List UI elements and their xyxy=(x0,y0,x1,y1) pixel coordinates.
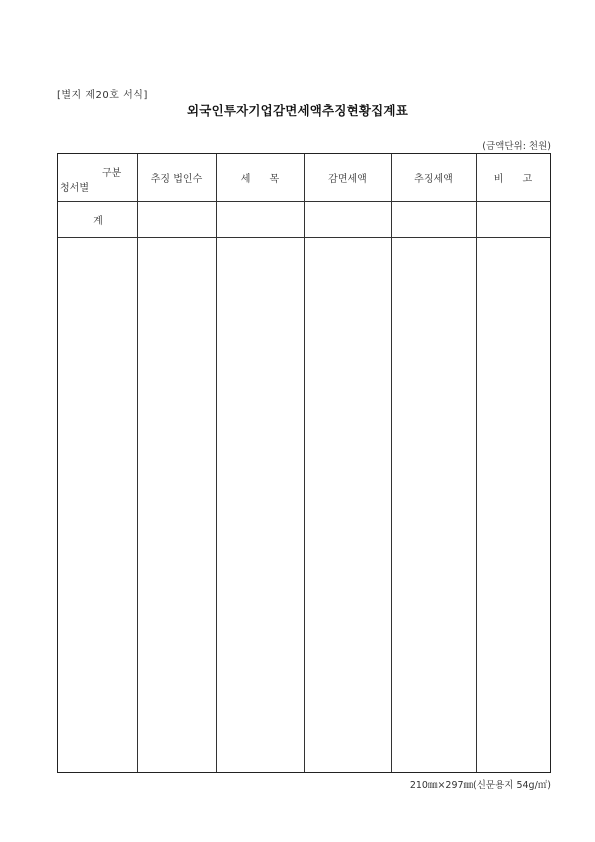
corner-header-office: 청서별 xyxy=(60,183,89,194)
column-divider xyxy=(391,154,392,772)
header-reduced-tax-amount: 감면세액 xyxy=(328,174,367,185)
column-divider xyxy=(476,154,477,772)
form-number-label: [별지 제20호 서식] xyxy=(57,90,148,101)
header-collected-tax-amount: 추징세액 xyxy=(414,174,453,185)
amount-unit-note: (금액단위: 천원) xyxy=(482,141,551,152)
page-title: 외국인투자기업감면세액추징현황집계표 xyxy=(187,103,408,118)
summary-table xyxy=(57,153,551,773)
column-divider xyxy=(216,154,217,772)
column-divider xyxy=(137,154,138,772)
header-corporation-count: 추징 법인수 xyxy=(150,174,203,185)
paper-size-note: 210㎜×297㎜(신문용지 54g/㎡) xyxy=(409,780,551,791)
total-row-divider xyxy=(58,237,550,238)
column-divider xyxy=(304,154,305,772)
corner-header-category: 구분 xyxy=(102,168,122,179)
header-tax-item: 세 목 xyxy=(240,174,280,185)
total-row-label: 계 xyxy=(93,215,103,227)
header-remarks: 비 고 xyxy=(493,174,533,185)
